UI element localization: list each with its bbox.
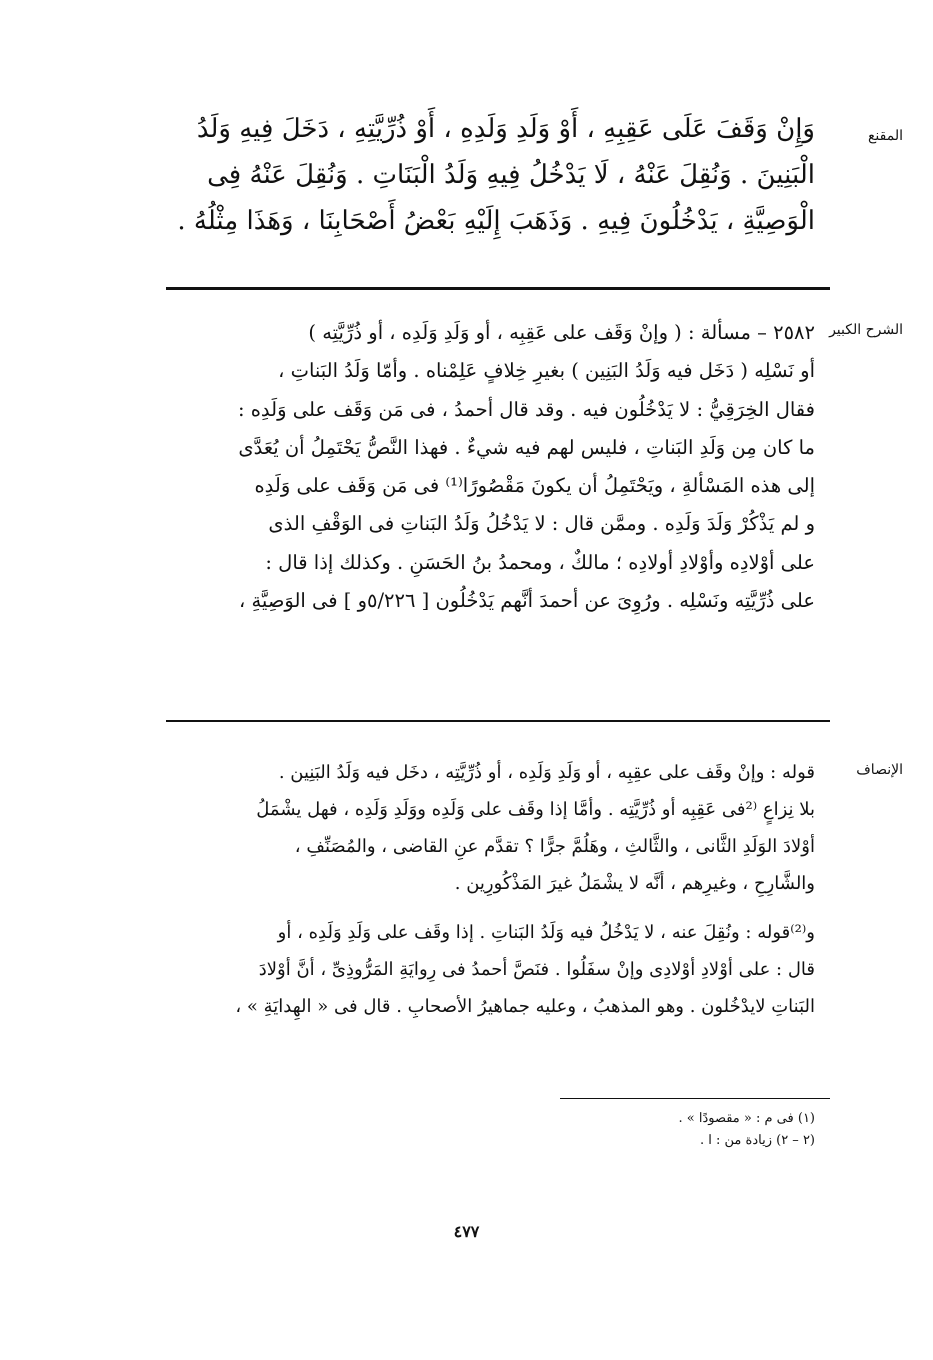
text-line: و⁽²⁾قوله : ونُقِلَ عنه ، لا يَدْخُلُ فيه وَلَدُ البَناتِ . إذا وقَف على وَلَدِ وَلَدِه ، أو	[277, 922, 815, 943]
text-line: قال : على أوْلادِ أوْلادِى وإنْ سفَلُوا . فنَصَّ أحمدُ فى رِوايَةِ المَرُّوذِىِّ ، أنَّ أوْلادَ	[258, 959, 815, 980]
text-line: فقال الخِرَقِيُّ : لا يَدْخُلُون فيه . وقد قال أحمدُ ، فى مَن وَقَف على وَلَدِه :	[237, 397, 815, 421]
section-divider	[166, 287, 830, 290]
footnote: (٢ – ٢) زيادة من : ا .	[700, 1133, 815, 1148]
sharh-text	[103, 314, 815, 620]
section-label-insaf: الإنصاف	[856, 762, 903, 778]
section-divider	[166, 720, 830, 722]
text-line: والشَّارِحِ ، وغيرِهم ، أنَّه لا يشْمَلُ غيرَ المَذْكُورِين .	[454, 873, 815, 894]
footnote-divider	[560, 1098, 830, 1099]
text-line: الْبَنِينَ . وَنُقِلَ عَنْهُ ، لَا يَدْخُلُ فِيهِ وَلَدُ الْبَنَاتِ . وَنُقِلَ عَنْهُ فِى	[207, 160, 815, 190]
muqni-text	[103, 106, 815, 244]
section-label-sharh: الشرح الكبير	[829, 322, 903, 338]
text-line: وَإِنْ وَقَفَ عَلَى عَقِبِهِ ، أَوْ وَلَدِ وَلَدِهِ ، أَوْ ذُرِّيَّتِهِ ، دَخَلَ فِيهِ وَلَدُ	[196, 114, 815, 144]
text-line: بلا نِزاعٍ ⁽²فى عَقِبِه أو ذُرِّيَّتِه . وأمَّا إذا وقَف على وَلَدِه ووَلَدِ وَلَدِه ، فهل يشْمَلُ	[256, 799, 815, 820]
text-line: الْوَصِيَّةِ ، يَدْخُلُونَ فِيهِ . وَذَهَبَ إِلَيْهِ بَعْضُ أَصْحَابِنَا ، وَهَذَا مِثْلُهُ .	[177, 206, 815, 236]
text-line: إلى هذه المَسْألةِ ، ويَحْتَمِلُ أن يكونَ مَقْصُورًا⁽¹⁾ فى مَن وَقَف على وَلَدِه	[254, 474, 815, 498]
section-label-muqni: المقنع	[867, 128, 903, 144]
text-line: قوله : وإنْ وقَف على عقِبِه ، أو وَلَدِ وَلَدِه ، أو ذُرِّيَّتِه ، دخَل فيه وَلَدُ البَنِين .	[278, 762, 815, 783]
insaf-text	[103, 754, 815, 1025]
footnote: (١) فى م : « مقصودًا » .	[678, 1111, 815, 1126]
footnotes	[103, 1108, 815, 1152]
text-line: ٢٥٨٢ – مسألة : ( وإنْ وَقَف على عَقِبِه ، أو وَلَدِ وَلَدِه ، أو ذُرِّيَّتِه )	[308, 321, 815, 344]
page-number: ٤٧٧	[453, 1222, 480, 1241]
text-line: أو نَسْلِه ( دَخَل فيه وَلَدُ البَنِين ) بغيرِ خِلافٍ عَلِمْناه . وأمّا وَلَدُ البَناتِ ،	[278, 359, 815, 383]
text-line: على ذُرِّيَّتِه ونَسْلِه . ورُوِىَ عن أحمدَ أنَّهم يَدْخُلُون [ ٥/٢٢٦و ] فى الوَصِيَّةِ ،	[238, 589, 815, 613]
text-line: على أوْلادِه وأوْلادِ أولادِه ؛ مالكٌ ، ومحمدُ بنُ الحَسَنِ . وكذلك إذا قال :	[265, 550, 815, 574]
text-line: أوْلادَ الوَلَدِ الثَّانى ، والثَّالثِ ، وهَلُمَّ جرًّا ؟ تقدَّم عنِ القاضى ، والمُصَنِّفِ ،	[294, 836, 815, 857]
text-line: و لم يَذْكُرْ وَلَدَ وَلَدِه . وممَّن قال : لا يَدْخُلُ وَلَدُ البَناتِ فى الوَقْفِ الذى	[268, 512, 815, 536]
text-line: ما كان مِن وَلَدِ البَناتِ ، فليس لهم فيه شيءٌ . فهذا النَّصُّ يَحْتَمِلُ أن يُعَدَّى	[238, 435, 815, 459]
text-line: البَناتِ لايدْخُلون . وهو المذهبُ ، وعليه جماهيرُ الأصحابِ . قال فى « الهِدايَةِ » ،	[235, 996, 815, 1017]
